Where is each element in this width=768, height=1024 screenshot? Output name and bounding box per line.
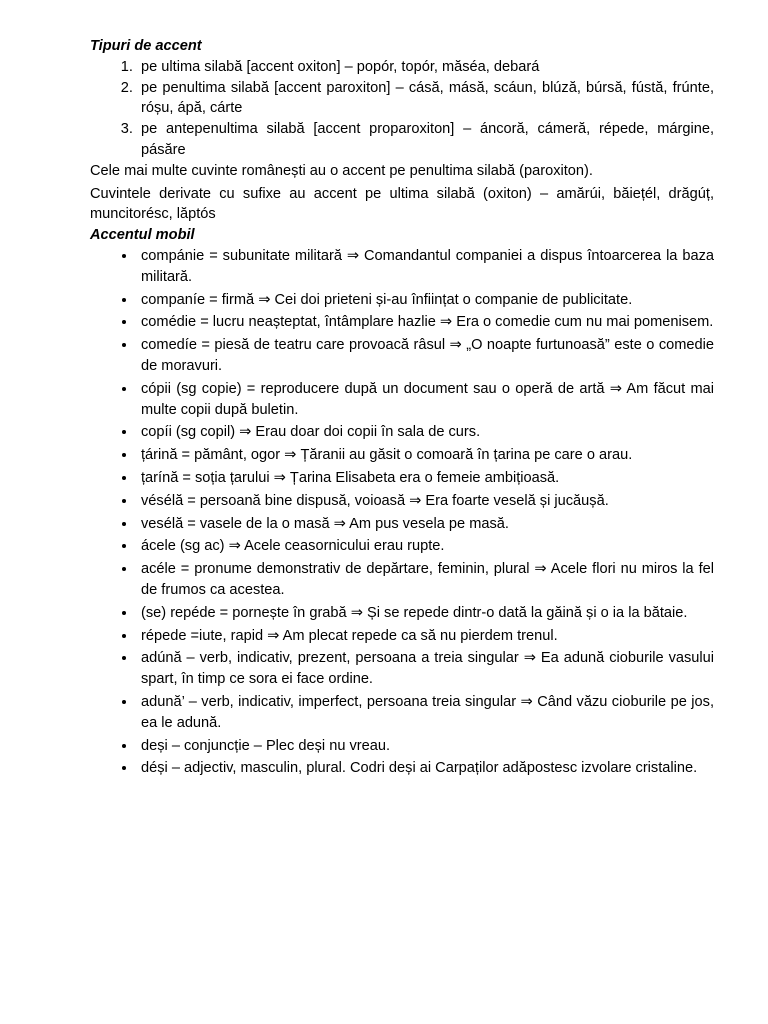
list-item: • déși – adjectiv, masculin, plural. Codri deși ai Carpaților adăpostesc izvolare cristaline. (137, 758, 714, 779)
accent-types-list (90, 57, 714, 161)
list-item: • ácele (sg ac) ⇒ Acele ceasornicului erau rupte. (137, 536, 714, 557)
list-item: • acéle = pronume demonstrativ de depărtare, feminin, plural ⇒ Acele flori nu miros la fel de frumos ca acestea. (137, 559, 714, 601)
list-item: • copíi (sg copil) ⇒ Erau doar doi copii în sala de curs. (137, 422, 714, 443)
list-item: • companíe = firmă ⇒ Cei doi prieteni și-au înființat o companie de publicitate. (137, 290, 714, 311)
heading-accent-types: Tipuri de accent (90, 38, 202, 54)
list-item: • cópii (sg copie) = reproducere după un document sau o operă de artă ⇒ Am făcut mai multe copii după buletin. (137, 379, 714, 421)
list-item: • compánie = subunitate militară ⇒ Comandantul companiei a dispus întoarcerea la baza militară. (137, 246, 714, 288)
list-item: • deși – conjuncție – Plec deși nu vreau. (137, 736, 714, 757)
list-item: • vesélă = vasele de la o masă ⇒ Am pus vesela pe masă. (137, 514, 714, 535)
paragraph-derived-words: Cuvintele derivate cu sufixe au accent pe ultima silabă (oxiton) – amărúi, băiețél, drăgúț, muncitorésc, lăptós (90, 185, 714, 223)
document-page (90, 36, 714, 779)
list-item: • țarínă = soția țarului ⇒ Țarina Elisabeta era o femeie ambițioasă. (137, 468, 714, 489)
accent-type-item: 2. pe penultima silabă [accent paroxiton] – cásă, másă, scáun, blúză, búrsă, fústă, frúnte, róșu, ápă, cárte (137, 78, 714, 120)
accent-type-item: 1. pe ultima silabă [accent oxiton] – popór, topór, măséa, debará (137, 57, 714, 78)
list-item: • țárină = pământ, ogor ⇒ Țăranii au găsit o comoară în țarina pe care o arau. (137, 445, 714, 466)
list-item: • adúnă – verb, indicativ, prezent, persoana a treia singular ⇒ Ea adună cioburile vasului spart, în timp ce sora ei face ordine. (137, 648, 714, 690)
list-item: • adună’ – verb, indicativ, imperfect, persoana treia singular ⇒ Când văzu cioburile pe jos, ea le adună. (137, 692, 714, 734)
list-item: • (se) repéde = pornește în grabă ⇒ Și se repede dintr-o dată la găină și o ia la bătaie. (137, 603, 714, 624)
paragraph-paroxiton: Cele mai multe cuvinte românești au o accent pe penultima silabă (paroxiton). (90, 162, 593, 179)
list-item: • vésélă = persoană bine dispusă, voioasă ⇒ Era foarte veselă și jucăușă. (137, 491, 714, 512)
heading-accent-mobile: Accentul mobil (90, 227, 195, 244)
accent-type-item: 3. pe antepenultima silabă [accent proparoxiton] – áncoră, cámeră, répede, márgine, pásăre (137, 119, 714, 161)
list-item: • comedíe = piesă de teatru care provoacă râsul ⇒ „O noapte furtunoasă” este o comedie de moravuri. (137, 335, 714, 377)
list-item: • comédie = lucru neașteptat, întâmplare hazlie ⇒ Era o comedie cum nu mai pomenisem. (137, 312, 714, 333)
list-item: • répede =iute, rapid ⇒ Am plecat repede ca să nu pierdem trenul. (137, 626, 714, 647)
mobile-accent-list (90, 246, 714, 779)
